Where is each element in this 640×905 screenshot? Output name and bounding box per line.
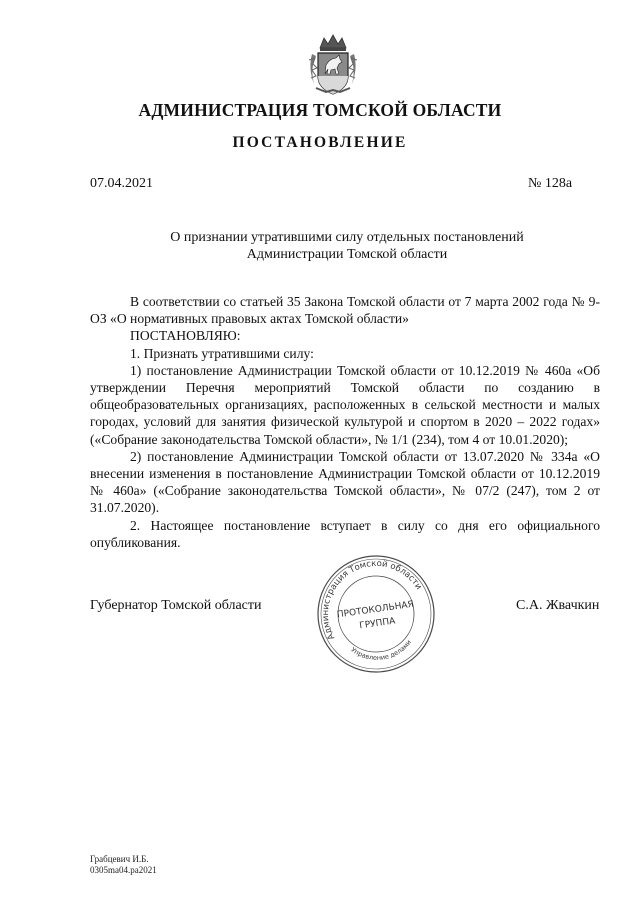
- subject-line: Администрации Томской области: [246, 247, 448, 262]
- document-type: ПОСТАНОВЛЕНИЕ: [232, 134, 408, 151]
- document-subject: [140, 229, 554, 263]
- document-body: [90, 293, 600, 551]
- document-number: № 128а: [528, 176, 573, 191]
- body-paragraph: 2) постановление Администрации Томской области от 13.07.2020 № 334а «О внесении изменения в постановление Администрации Томской области от 10.12.2019 № 460а» («Собрание законодательства Томской области», № 07/2 (247), том 2 от 31.07.2020).: [90, 448, 600, 516]
- subject-line: О признании утратившими силу отдельных постановлений: [170, 230, 524, 245]
- signatory-position: Губернатор Томской области: [90, 598, 262, 613]
- stamp-center-line: ГРУППА: [358, 616, 396, 632]
- body-paragraph: 2. Настоящее постановление вступает в силу со дня его официального опубликования.: [90, 517, 600, 550]
- organization-title: АДМИНИСТРАЦИЯ ТОМСКОЙ ОБЛАСТИ: [138, 100, 502, 120]
- body-paragraph: 1. Признать утратившими силу:: [130, 345, 314, 361]
- document-date: 07.04.2021: [90, 176, 153, 191]
- stamp-ring-text: Администрация Томской области: [320, 558, 424, 642]
- signatory-name: С.А. Жвачкин: [516, 598, 600, 613]
- footer-file: 0305ma04.pa2021: [90, 865, 157, 875]
- coat-of-arms-icon: [306, 34, 360, 96]
- stamp-center-line: ПРОТОКОЛЬНАЯ: [336, 599, 415, 621]
- footer-author: Грабцевич И.Б.: [90, 854, 149, 864]
- footer-info: [90, 854, 157, 876]
- stamp-bottom-text: Управление делами: [349, 638, 413, 662]
- official-stamp: [314, 552, 438, 676]
- body-paragraph: 1) постановление Администрации Томской области от 10.12.2019 № 460а «Об утверждении Перечня мероприятий Томской области по созданию в общеобразовательных организациях, расположенных в сельской местности и малых городах, условий для занятия физической культурой и спортом в 2020 – 2022 годах» («Собрание законодательства Томской области», № 1/1 (234), том 4 от 10.01.2020);: [90, 362, 600, 447]
- body-paragraph: В соответствии со статьей 35 Закона Томской области от 7 марта 2002 года № 9-ОЗ «О нормативных правовых актах Томской области»: [90, 294, 600, 327]
- body-decree-word: ПОСТАНОВЛЯЮ:: [130, 328, 241, 344]
